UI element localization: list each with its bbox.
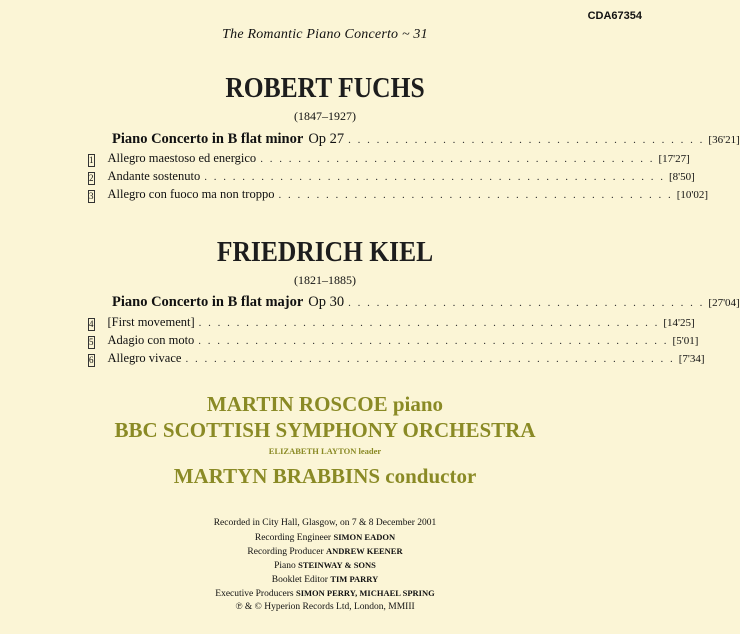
- producer-name: ANDREW KEENER: [326, 546, 403, 556]
- track-number: 5: [89, 337, 94, 347]
- exec-names: SIMON PERRY, MICHAEL SPRING: [296, 588, 435, 598]
- recording-venue: Recorded in City Hall, Glasgow, on 7 & 8 December 2001: [213, 518, 437, 528]
- track-title: Allegro vivace: [107, 351, 182, 365]
- track-title: Allegro maestoso ed energico: [107, 151, 257, 165]
- work-duration: [27'04]: [708, 297, 740, 309]
- composer-name-kiel: FRIEDRICH KIEL: [216, 236, 434, 268]
- track-row: [88, 187, 709, 202]
- dot-leader: . . . . . . . . . . . . . . . . . . . . . . . . . . . . . . . . . . . . . . . . . . . . . . . . .: [198, 317, 660, 329]
- track-number: 1: [89, 155, 94, 165]
- track-number: 3: [89, 191, 94, 201]
- editor-label: Booklet Editor: [271, 575, 328, 585]
- editor-name: TIM PARRY: [330, 574, 379, 584]
- work-opus: Op 30: [308, 294, 345, 310]
- track-duration: [10'02]: [676, 189, 709, 201]
- catalogue-number: CDA67354: [587, 10, 642, 22]
- work-title: Piano Concerto in B flat major: [112, 294, 304, 310]
- track-title: Adagio con moto: [107, 333, 195, 347]
- dot-leader: . . . . . . . . . . . . . . . . . . . . . . . . . . . . . . . . . . . . . . . . . . . . . . . . .: [204, 171, 665, 183]
- composer-dates-kiel: (1821–1885): [294, 273, 356, 287]
- dot-leader: . . . . . . . . . . . . . . . . . . . . . . . . . . . . . . . . . . . . . . . . . . . . . . . . . .: [198, 335, 669, 347]
- piano-maker: STEINWAY & SONS: [298, 560, 376, 570]
- dot-leader: . . . . . . . . . . . . . . . . . . . . . . . . . . . . . . . . . . . . . . . . . .: [278, 189, 673, 201]
- copyright-line: ℗ & © Hyperion Records Ltd, London, MMIII: [235, 602, 415, 612]
- work-title: Piano Concerto in B flat minor: [112, 131, 304, 147]
- track-title: [First movement]: [107, 315, 195, 329]
- track-number: 4: [89, 319, 94, 329]
- soloist-credit: MARTIN ROSCOE piano: [206, 392, 444, 416]
- dot-leader: . . . . . . . . . . . . . . . . . . . . . . . . . . . . . . . . . . . . . . . . . . . . . . . . . . . .: [185, 353, 675, 365]
- track-duration: [7'34]: [678, 353, 705, 365]
- conductor-credit: MARTYN BRABBINS conductor: [173, 464, 477, 488]
- orchestra-credit: BBC SCOTTISH SYMPHONY ORCHESTRA: [114, 418, 536, 442]
- track-number: 6: [89, 355, 94, 365]
- dot-leader: . . . . . . . . . . . . . . . . . . . . . . . . . . . . . . . . . . . . . .: [348, 134, 705, 146]
- track-duration: [8'50]: [668, 171, 695, 183]
- track-row: [88, 315, 695, 330]
- engineer-name: SIMON EADON: [333, 532, 396, 542]
- leader-credit: ELIZABETH LAYTON leader: [268, 446, 382, 456]
- track-duration: [5'01]: [672, 335, 699, 347]
- track-row: [88, 151, 690, 166]
- composer-name-fuchs: ROBERT FUCHS: [225, 72, 425, 104]
- track-row: [88, 351, 705, 366]
- composer-dates-fuchs: (1847–1927): [294, 109, 356, 123]
- exec-label: Executive Producers: [215, 589, 294, 599]
- work-heading-fuchs: [112, 131, 740, 148]
- dot-leader: . . . . . . . . . . . . . . . . . . . . . . . . . . . . . . . . . . . . . .: [348, 297, 705, 309]
- executive-producers-line: [0, 588, 650, 599]
- track-row: [88, 333, 699, 348]
- work-heading-kiel: [112, 294, 740, 311]
- track-number: 2: [89, 173, 94, 183]
- track-row: [88, 169, 695, 184]
- recording-producer-line: [0, 546, 650, 557]
- track-title: Allegro con fuoco ma non troppo: [107, 187, 275, 201]
- engineer-label: Recording Engineer: [254, 533, 332, 543]
- series-title: The Romantic Piano Concerto ~ 31: [222, 27, 428, 42]
- track-duration: [14'25]: [663, 317, 695, 329]
- dot-leader: . . . . . . . . . . . . . . . . . . . . . . . . . . . . . . . . . . . . . . . . . .: [260, 153, 655, 165]
- recording-engineer-line: [0, 532, 650, 543]
- piano-line: [0, 560, 650, 571]
- piano-label: Piano: [274, 561, 296, 571]
- track-duration: [17'27]: [658, 153, 690, 165]
- work-duration: [36'21]: [708, 134, 740, 146]
- work-opus: Op 27: [308, 131, 345, 147]
- booklet-editor-line: [0, 574, 650, 585]
- track-title: Andante sostenuto: [107, 169, 201, 183]
- producer-label: Recording Producer: [247, 547, 324, 557]
